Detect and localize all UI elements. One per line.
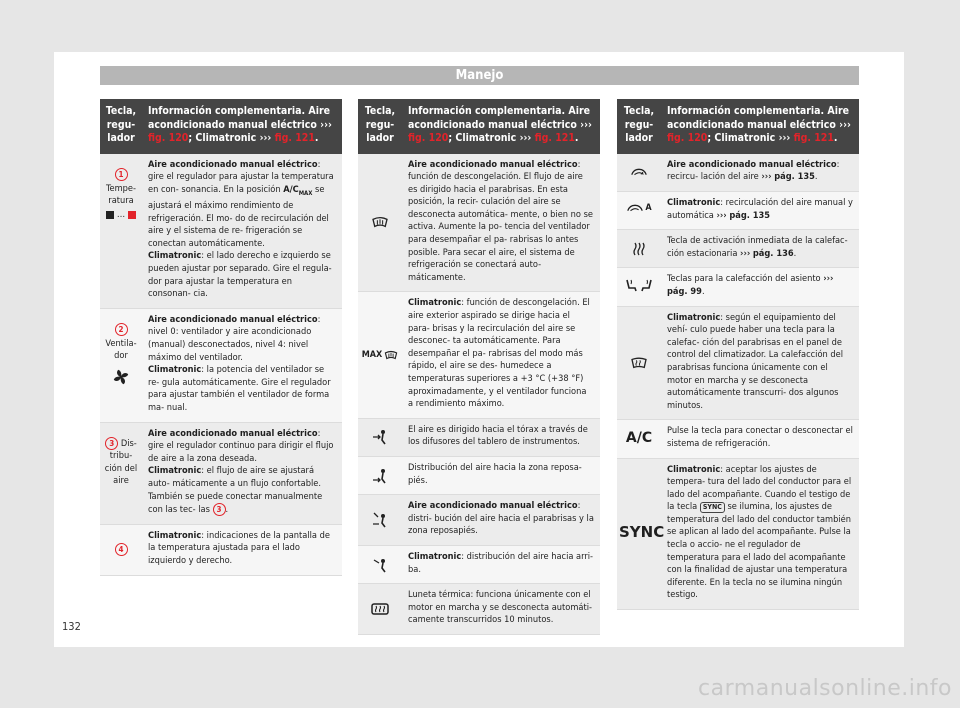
term: Aire acondicionado manual eléctrico (667, 158, 837, 170)
header-arrows: ››› (778, 132, 791, 144)
info-cell (661, 268, 859, 306)
desc: se ajustará el máximo rendimiento de refrigeración. El mo- do de recirculación del aire y el sistema de re- frigeración se conectan automáticamente. (148, 183, 329, 249)
table-row (617, 192, 859, 230)
info-cell (402, 545, 600, 583)
table-row (358, 154, 600, 292)
link-arrows: ››› (716, 209, 727, 221)
desc: Tecla de activación inmediata de la calefac- ción estacionaria (667, 235, 848, 259)
key-label: Tempe- ratura (106, 183, 136, 207)
info-cell (402, 154, 600, 292)
link-arrows: ››› (823, 273, 834, 285)
term: Climatronic (408, 297, 462, 309)
range-sep: … (116, 209, 126, 221)
header-arrows: ››› (839, 118, 851, 131)
header-key: Tecla, regu- lador (617, 99, 661, 154)
max-defrost-icon (362, 349, 399, 362)
desc: : recirculación del aire manual y automática (667, 197, 853, 221)
table-header (100, 99, 342, 154)
desc-end: . (793, 247, 797, 259)
desc: Luneta térmica: funciona únicamente con el motor en marcha y se desconecta automáti- camente transcurridos 10 minutos. (408, 589, 592, 626)
fig-link-120[interactable]: fig. 120 (408, 132, 449, 144)
table-row (617, 420, 859, 458)
acmax-label: A/C (283, 183, 299, 195)
desc: : el flujo de aire se ajustará auto- máticamente a un flujo confortable. También se puede conectar manualmente con las tec- las (148, 465, 323, 516)
info-cell (402, 418, 600, 456)
key-cell (358, 154, 402, 292)
header-end: . (833, 132, 838, 144)
table-row (358, 495, 600, 546)
desc: : aceptar los ajustes de tempera- tura del lado del conductor para el lado del acompañante. Cuando el testigo de la tecla (667, 463, 852, 513)
key-cell (358, 545, 402, 583)
header-sep: ; Climatronic (448, 132, 517, 144)
header-info (142, 99, 342, 154)
term: Climatronic (148, 465, 202, 477)
info-cell (142, 524, 342, 575)
page-link-136[interactable]: pág. 136 (752, 247, 794, 259)
seat-heating-icon (625, 278, 653, 292)
info-cell (661, 458, 859, 610)
info-table-3 (617, 99, 859, 610)
table-row (358, 584, 600, 635)
desc: El aire es dirigido hacia el tórax a través de los difusores del tablero de instrumentos. (408, 423, 588, 448)
key-cell (100, 308, 142, 422)
key-cell (100, 154, 142, 309)
column-1 (100, 99, 342, 576)
page-link-99[interactable]: pág. 99 (667, 285, 702, 297)
page-link-135[interactable]: pág. 135 (774, 171, 815, 183)
table-row (100, 524, 342, 575)
header-arrows: ››› (519, 132, 532, 144)
info-cell (402, 456, 600, 494)
info-cell (402, 495, 600, 546)
header-arrows: ››› (320, 118, 332, 131)
parking-heater-icon (619, 241, 659, 257)
key-cell (617, 420, 661, 458)
key-cell (617, 306, 661, 420)
header-sep: ; Climatronic (707, 132, 776, 144)
info-cell (402, 584, 600, 635)
table-header (617, 99, 859, 154)
fan-icon (102, 368, 140, 386)
callout-1: 1 (115, 168, 128, 181)
desc: : gire el regulador para ajustar la temperatura en con- sonancia. En la posición (148, 158, 334, 195)
term: Aire acondicionado manual eléctrico (408, 500, 578, 512)
desc: : nivel 0: ventilador y aire acondicionado (manual) desconectados, nivel 4: nivel máximo del ventilador. (148, 313, 321, 363)
desc: : la potencia del ventilador se re- gula automáticamente. Gire el regulador para ajustar también el ventilador de forma ma- nual. (148, 364, 331, 414)
table-row (100, 422, 342, 524)
desc-end: . (225, 504, 229, 516)
desc: se ilumina, los ajustes de temperatura del lado del conductor también se aplican al lado del acompañante. Pulse la tecla o accio- ne el regulador de temperatura para el lado del acompañante con la finalidad de ajustar una temperatura diferente. En la tecla no se ilumina ningún testigo. (667, 501, 851, 601)
windshield-defrost-icon (360, 215, 400, 229)
table-row (617, 306, 859, 420)
column-2 (358, 99, 600, 635)
table-row (358, 292, 600, 418)
info-cell (142, 308, 342, 422)
air-upper-body-icon (360, 557, 400, 573)
fig-link-120[interactable]: fig. 120 (148, 132, 189, 144)
info-cell (402, 292, 600, 418)
desc: : indicaciones de la pantalla de la temperatura ajustada para el lado izquierdo y derecho. (148, 529, 330, 566)
desc: : recircu- lación del aire (667, 158, 840, 183)
callout-4: 4 (115, 543, 128, 556)
watermark: carmanualsonline.info (698, 676, 952, 701)
fig-link-120[interactable]: fig. 120 (667, 132, 708, 144)
key-cell (358, 495, 402, 546)
key-cell (617, 458, 665, 610)
key-cell (617, 154, 661, 192)
table-header (358, 99, 600, 154)
ac-icon: A/C (625, 429, 653, 446)
recirculation-icon (619, 166, 659, 178)
desc: : función de descongelación. El flujo de aire es dirigido hacia el parabrisas. En esta posición, la recir- culación del aire se desconecta automática- mente, o bien no se activa. Aumente la po- tencia del ventilador para desempañar el pa- rabrisas lo antes posible. Para secar el aire, el sistema de refrigeración se conectará auto- máticamente. (408, 158, 593, 283)
table-row (100, 308, 342, 422)
info-cell (142, 154, 342, 309)
header-key: Tecla, regu- lador (358, 99, 402, 154)
term: Climatronic (148, 529, 202, 541)
header-info (661, 99, 859, 154)
key-cell (358, 456, 402, 494)
callout-3: 3 (105, 437, 118, 450)
link-arrows: ››› (740, 247, 751, 259)
key-cell (358, 584, 402, 635)
desc: : distri- bución del aire hacia el parabrisas y la zona reposapiés. (408, 500, 594, 537)
term: Climatronic (408, 550, 462, 562)
header-end: . (314, 132, 319, 144)
table-row (358, 418, 600, 456)
term: Aire acondicionado manual eléctrico (148, 313, 318, 325)
sync-icon: SYNC (619, 522, 665, 541)
rear-window-heat-icon (360, 602, 400, 616)
term: Aire acondicionado manual eléctrico (148, 158, 318, 170)
desc: : según el equipamiento del vehí- culo puede haber una tecla para la calefac- ción del parabrisas en el panel de control del climatizador. La calefacción del parabrisas funciona únicamente con el motor en marcha y se desconecta automáticamente transcurri- dos algunos minutos. (667, 311, 844, 411)
key-cell (617, 230, 661, 268)
desc: : gire el regulador continuo para dirigir el flujo de aire a la zona deseada. (148, 427, 334, 464)
table-row (617, 154, 859, 192)
air-chest-icon (360, 429, 400, 445)
acmax-sub: MAX (298, 189, 313, 197)
page-link-135[interactable]: pág. 135 (729, 209, 771, 221)
term: Climatronic (148, 250, 202, 262)
desc-end: . (814, 171, 818, 183)
desc: : el lado derecho e izquierdo se pueden ajustar por separado. Gire el regula- dor para ajustar la temperatura en consonan- cia. (148, 250, 332, 300)
term: Climatronic (667, 311, 721, 323)
windshield-heat-icon (619, 356, 659, 370)
fig-link-121[interactable]: fig. 121 (793, 132, 834, 144)
header-line2: acondicionado manual eléctrico (667, 118, 836, 131)
term: Aire acondicionado manual eléctrico (148, 427, 318, 439)
header-arrows: ››› (580, 118, 592, 131)
header-arrows: ››› (259, 132, 272, 144)
key-cell (100, 524, 142, 575)
header-key: Tecla, regu- lador (100, 99, 142, 154)
auto-recirculation-icon: A (626, 202, 651, 215)
key-cell (617, 192, 661, 230)
key-cell (617, 268, 661, 306)
table-row (358, 545, 600, 583)
header-info (402, 99, 600, 154)
term: Climatronic (667, 463, 721, 475)
key-cell (358, 418, 402, 456)
term: Climatronic (667, 197, 721, 208)
temperature-range (102, 209, 140, 222)
info-table-2 (358, 99, 600, 635)
key-label: Ventila- dor (105, 338, 137, 362)
air-windshield-feet-icon (360, 512, 400, 528)
term: Aire acondicionado manual eléctrico (408, 158, 578, 170)
hot-square-icon (128, 211, 136, 219)
desc-end: . (701, 285, 705, 297)
fig-link-121[interactable]: fig. 121 (534, 132, 575, 144)
info-cell (142, 422, 342, 524)
key-cell (100, 422, 142, 524)
info-cell (661, 230, 859, 268)
header-line2: acondicionado manual eléctrico (408, 118, 577, 131)
max-label: MAX (361, 349, 383, 360)
table-row (617, 230, 859, 268)
header-line1: Información complementaria. Aire (408, 105, 591, 117)
desc: Distribución del aire hacia la zona reposa- piés. (408, 461, 582, 486)
key-label: Dis- tribu- ción del aire (104, 437, 138, 487)
table-row (358, 456, 600, 494)
desc: : función de descongelación. El aire exterior aspirado se dirige hacia el para- brisas y la recirculación del aire se desconec- ta automáticamente. Para desempañar el pa- rabrisas del modo más rápido, el aire se des- humedece a temperaturas superiores a +3 °C (+38 °F) aproximadamente, y el ventilador funciona a rendimiento máximo. (408, 297, 590, 410)
desc: Pulse la tecla para conectar o desconectar el sistema de refrigeración. (667, 425, 853, 449)
header-line1: Información complementaria. Aire (148, 105, 331, 117)
callout-ref-3: 3 (213, 503, 226, 516)
desc: Teclas para la calefacción del asiento (667, 273, 824, 285)
link-arrows: ››› (761, 171, 772, 183)
table-row (100, 154, 342, 309)
info-table-1 (100, 99, 342, 576)
page-number: 132 (62, 620, 81, 633)
fig-link-121[interactable]: fig. 121 (274, 132, 315, 144)
info-cell (661, 306, 859, 420)
key-cell (358, 292, 402, 418)
callout-2: 2 (115, 323, 128, 336)
air-feet-icon (360, 468, 400, 484)
header-line2: acondicionado manual eléctrico (148, 118, 317, 131)
header-end: . (574, 132, 579, 144)
info-cell (661, 192, 859, 230)
column-3 (617, 99, 859, 610)
term: Climatronic (148, 364, 202, 376)
table-row (617, 268, 859, 306)
header-sep: ; Climatronic (188, 132, 257, 144)
desc: : distribución del aire hacia arri- ba. (408, 550, 594, 575)
header-line1: Información complementaria. Aire (667, 105, 850, 117)
sync-indicator-badge: SYNC (700, 502, 725, 513)
info-cell (661, 420, 859, 458)
section-header: Manejo (100, 66, 859, 85)
table-row (617, 458, 859, 610)
cold-square-icon (106, 211, 114, 219)
info-cell (661, 154, 859, 192)
